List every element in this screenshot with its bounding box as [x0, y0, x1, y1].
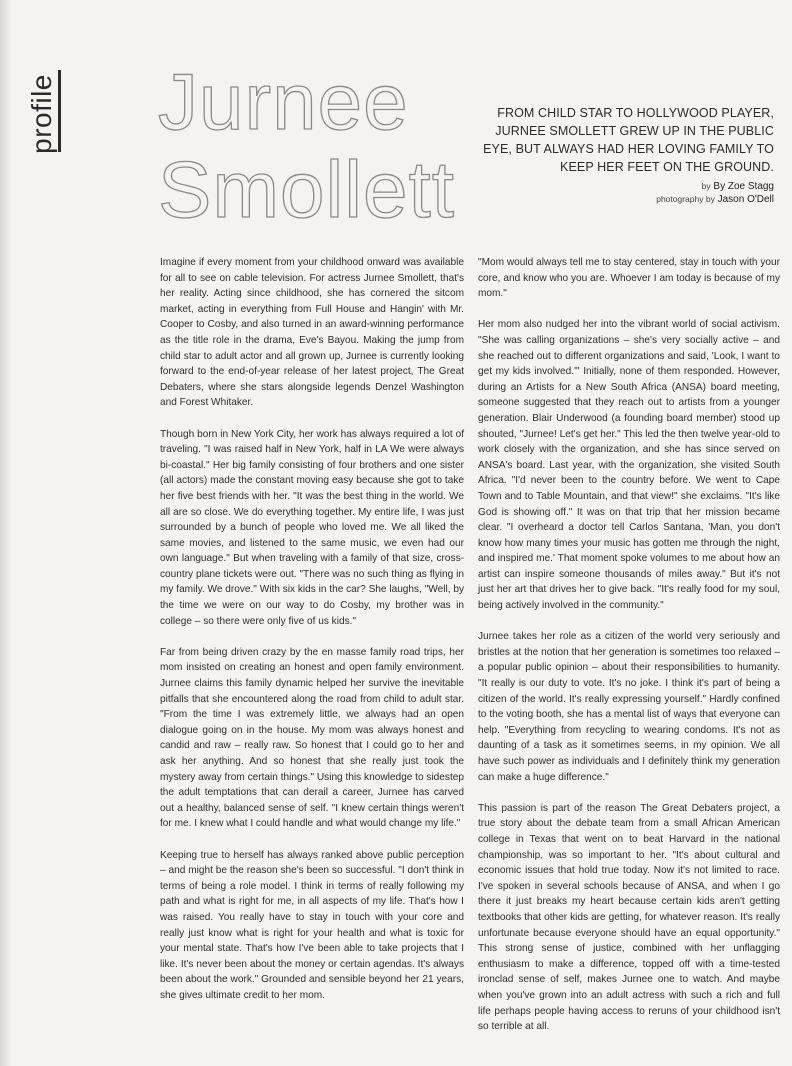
body-paragraph: Far from being driven crazy by the en masse family road trips, her mom insisted on creating an honest and open family environment. Jurnee claims this family dynamic helped her survive the inevitable pitfalls that she encountered along the road from child to adult star. "From the time I was extremely little, we always had an open dialogue going on in the house. My mom was always honest and candid and raw – really raw. So honest that I could go to her and ask her anything. And so honest that she really just took the mystery away from certain things." Using this knowledge to sidestep the adult temptations that can derail a career, Jurnee has carved out a healthy, balanced sense of self. "I knew certain things weren't for me. I knew what I could handle and what would change my life." [160, 646, 464, 830]
byline-writer: By Zoe Stagg [713, 181, 774, 192]
body-column-left [160, 255, 464, 1004]
body-column-right [478, 255, 780, 1035]
headline-first-name: Jurnee [158, 57, 409, 146]
section-tab [24, 70, 64, 160]
body-paragraph: Jurnee takes her role as a citizen of the world very seriously and bristles at the notion that her generation is sometimes too relaxed – a popular public opinion – about their responsibilities to humanity. "It really is our duty to vote. It's no joke. I think it's part of being a citizen of the world. It's really expressing yourself." Hardly confined to the voting booth, she has a mental list of ways that everyone can help. "Everything from recycling to wearing condoms. It's not as daunting of a task as it sometimes seems, in my opinion. We all have such power as individuals and I definitely think my generation can make a huge difference." [478, 631, 780, 783]
headline [158, 57, 455, 234]
body-paragraph: Her mom also nudged her into the vibrant world of social activism. "She was calling organizations – she's very socially active – and she reached out to different organizations and said, 'Look, I want to get my kids involved.'" Initially, none of them responded. However, during an Artists for a New South Africa (ANSA) board meeting, someone suggested that they reach out to artists from a younger generation. Blair Underwood (a founding board member) stood up shouted, "Jurnee! Let's get her." This led the then twelve year-old to work closely with the organization, and she has since served on ANSA's board. Last year, with the organization, she visited South Africa. "I'd never been to the country before. We went to Cape Town and to Table Mountain, and that view!" she exclaims. "It's like God is showing off." It was on that trip that her mission became clear. "I overheard a doctor tell Carlos Santana, 'Man, you don't know how many times your music has gotten me through the night, and inspired me.' That moment spoke volumes to me about how an artist can inspire someone thousands of miles away." But it's not just her art that drives her to give back. "It's really food for my soul, being actively involved in the community." [478, 319, 780, 612]
section-rule [58, 70, 61, 152]
headline-last-name: Smollett [158, 145, 455, 234]
section-label: profile [25, 74, 57, 154]
byline-label: by [701, 181, 711, 191]
body-paragraph: This passion is part of the reason The Great Debaters project, a true story about the debate team from a small African American college in Texas that went on to beat Harvard in the national championship, was so important to her. "It's about cultural and economic issues that hold true today. Now it's not limited to race. I've spoken in several schools because of ANSA, and when I go there it just breaks my heart because certain kids aren't getting textbooks that other kids are getting, for whatever reason. It's really unfortunate because everyone should have an equal opportunity." This strong sense of justice, combined with her unflagging enthusiasm to make a difference, topped off with a time-tested ironclad sense of self, makes Jurnee one to watch. And maybe when you've grown into an adult actress with such a rich and full life perhaps people having access to reruns of your childhood isn't so terrible at all. [478, 802, 780, 1033]
body-paragraph: Imagine if every moment from your childhood onward was available for all to see on cable television. For actress Jurnee Smollett, that's her reality. Acting since childhood, she has cornered the sitcom market, acting in everything from Full House and Hangin' with Mr. Cooper to Cosby, and also turned in an award-winning performance as the title role in the drama, Eve's Bayou. Making the jump from child star to adult actor and all grown up, Jurnee is currently looking forward to the end-of-year release of her latest project, The Great Debaters, where she stars alongside legends Denzel Washington and Forest Whitaker. [160, 257, 464, 409]
body-paragraph: Though born in New York City, her work has always required a lot of traveling. "I was raised half in New York, half in LA We were always bi-coastal." Her big family consisting of four brothers and one sister (all actors) made the constant moving easy because she got to take her five best friends with her. "It was the best thing in the world. We all are so close. We do everything together. My entire life, I was just surrounded by a bunch of people who loved me. We all liked the same movies, and listened to the same music, we even had our own language." But when traveling with a family of that size, cross-country plane tickets were out. "There was no such thing as flying in my family. We drove." With six kids in the car? She laughs, "Well, by the time we were on our way to do Cosby, my brother was in college – so there were only five of us kids." [160, 428, 464, 627]
body-paragraph: "Mom would always tell me to stay centered, stay in touch with your core, and know who you are. Whoever I am today is because of my mom." [478, 257, 780, 300]
byline [474, 180, 774, 206]
page-gutter-shadow [0, 0, 12, 1066]
photo-credit-name: Jason O'Dell [717, 194, 774, 205]
deck-subheading: FROM CHILD STAR TO HOLLYWOOD PLAYER, JURNEE SMOLLETT GREW UP IN THE PUBLIC EYE, BUT ALWAYS HAD HER LOVING FAMILY TO KEEP HER FEET ON THE GROUND. [483, 106, 774, 174]
body-paragraph: Keeping true to herself has always ranked above public perception – and might be the reason she's been so successful. "I don't think in terms of being a role model. I think in terms of really following my path and what is right for me, in all aspects of my life. That's how I was raised. You really have to stay in touch with your core and really just know what is right for your health and what is toxic for your mental state. That's how I've been able to take projects that I like. It's never been about the money or certain agendas. It's always been about the work." Grounded and sensible beyond her 21 years, she gives ultimate credit to her mom. [160, 849, 464, 1001]
photo-credit-label: photography by [656, 194, 715, 204]
